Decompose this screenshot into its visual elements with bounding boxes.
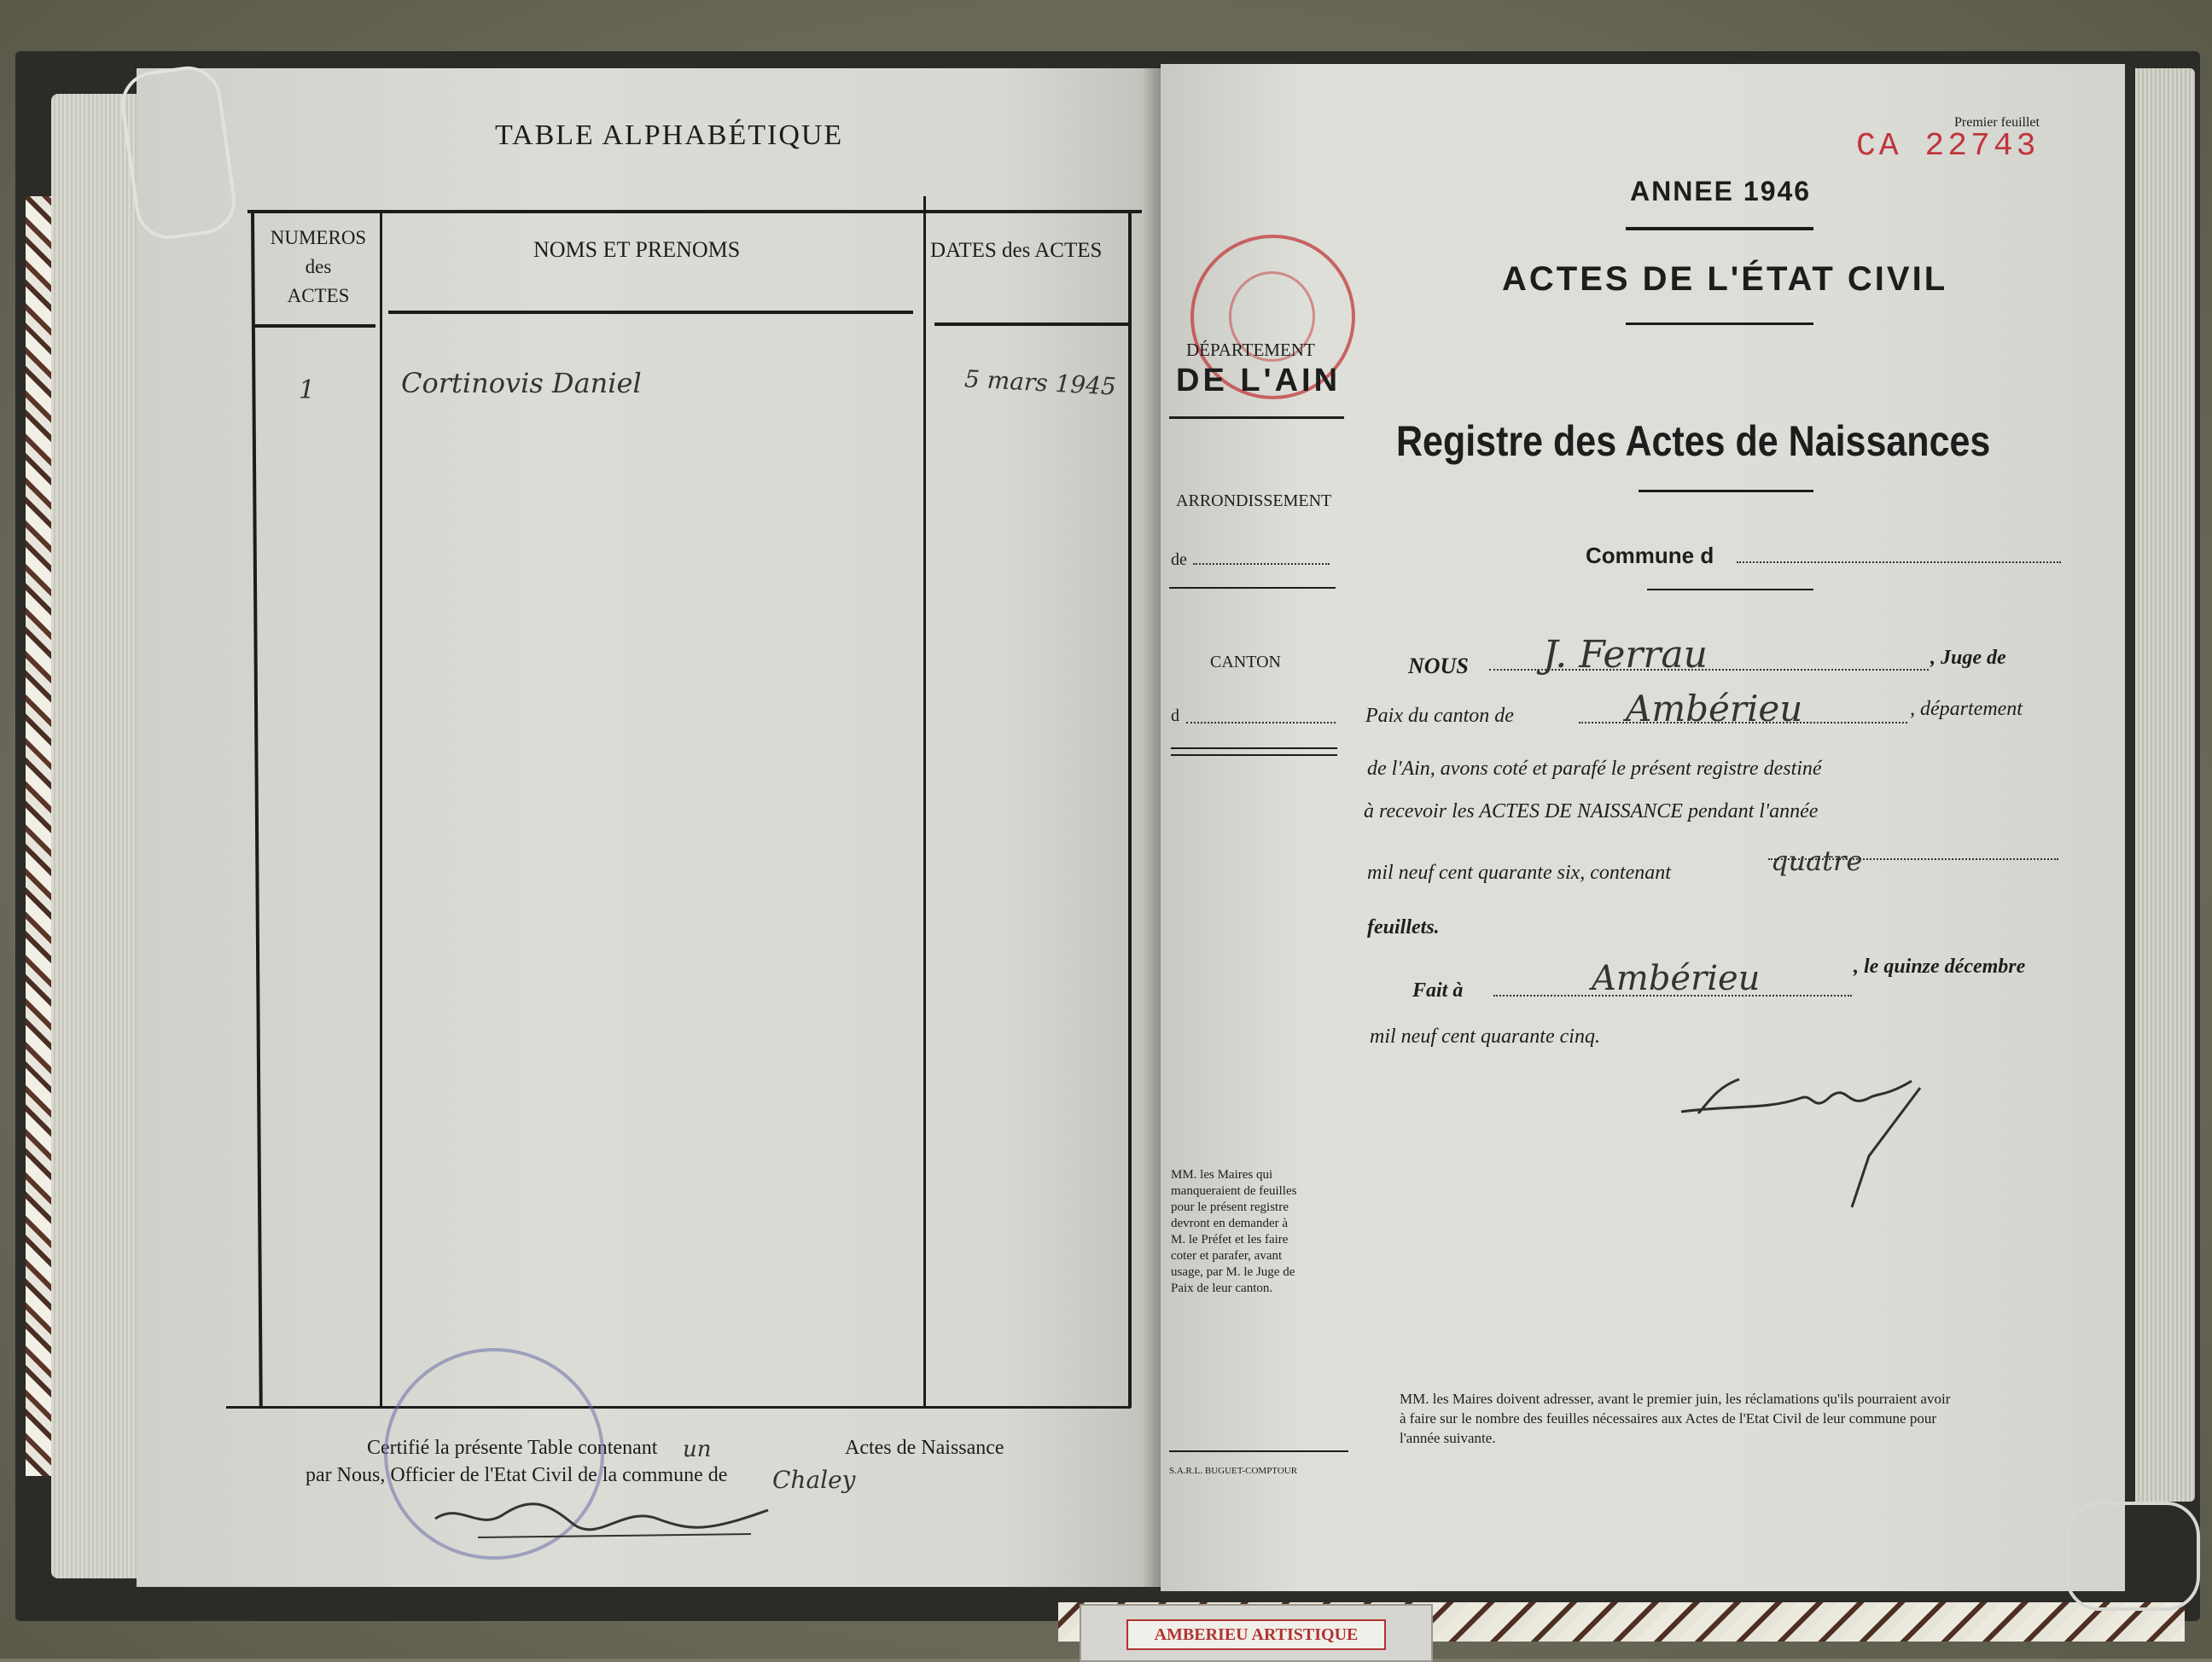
register-title: Registre des Actes de Naissances bbox=[1396, 417, 1991, 465]
juge-name: J. Ferrau bbox=[1543, 633, 1708, 677]
date-text: , le quinze décembre bbox=[1854, 956, 2026, 978]
premier-feuillet-note: Premier feuillet bbox=[1954, 115, 2040, 130]
printer-imprint: S.A.R.L. BUGUET-COMPTOUR bbox=[1169, 1466, 1298, 1476]
binding-tag-label: AMBERIEU ARTISTIQUE bbox=[1126, 1619, 1386, 1650]
year-underline bbox=[1626, 227, 1813, 230]
year-heading: ANNEE 1946 bbox=[1630, 176, 1812, 206]
col-numeros-header-line: des bbox=[305, 256, 332, 277]
table-title: TABLE ALPHABÉTIQUE bbox=[495, 119, 844, 151]
departement-label: DÉPARTEMENT bbox=[1186, 340, 1315, 360]
fait-a-label: Fait à bbox=[1412, 979, 1464, 1002]
col-dates-header: DATES des ACTES bbox=[930, 239, 1103, 262]
header-underline-1 bbox=[254, 324, 375, 328]
col-numeros-header bbox=[263, 224, 374, 311]
etat-civil-heading: ACTES DE L'ÉTAT CIVIL bbox=[1502, 260, 1948, 298]
feuillets-count: quatre bbox=[1771, 845, 1863, 877]
body-line-4: à recevoir les ACTES DE NAISSANCE pendant l'année bbox=[1364, 800, 1819, 822]
side-note-line: coter et parafer, avant bbox=[1171, 1249, 1283, 1263]
canton-name: Ambérieu bbox=[1626, 688, 1803, 729]
fait-a-place: Ambérieu bbox=[1592, 959, 1761, 998]
bottom-note-line: MM. les Maires doivent adresser, avant le premier juin, les réclamations qu'ils pourraient avoir bbox=[1400, 1391, 1951, 1407]
title-underline bbox=[1639, 490, 1813, 492]
row-1-number: 1 bbox=[299, 375, 316, 405]
body-line-5: mil neuf cent quarante six, contenant bbox=[1367, 862, 1671, 884]
departement-text: , département bbox=[1910, 698, 2023, 720]
page-clip-bottom bbox=[2065, 1502, 2200, 1611]
canton-underline-1 bbox=[1171, 747, 1337, 749]
juge-signature bbox=[1664, 1062, 2005, 1216]
certify-text: Certifié la présente Table contenant bbox=[367, 1437, 658, 1459]
departement-name: DE L'AIN bbox=[1176, 363, 1342, 398]
year-text: mil neuf cent quarante cinq. bbox=[1370, 1026, 1600, 1048]
side-note-line: manqueraient de feuilles bbox=[1171, 1184, 1297, 1198]
header-underline-3 bbox=[934, 323, 1129, 326]
commune-field bbox=[1737, 561, 2061, 563]
certify-actes: Actes de Naissance bbox=[845, 1437, 1004, 1459]
serial-number: CA 22743 bbox=[1856, 128, 2040, 165]
heading-underline bbox=[1626, 323, 1813, 325]
side-note-line: usage, par M. le Juge de bbox=[1171, 1265, 1295, 1279]
page-block-right bbox=[2135, 68, 2195, 1502]
nous-label: NOUS bbox=[1408, 654, 1469, 678]
paix-text: Paix du canton de bbox=[1365, 705, 1514, 727]
arrondissement-underline bbox=[1169, 587, 1336, 589]
body-line-3: de l'Ain, avons coté et parafé le présent registre destiné bbox=[1367, 758, 1822, 780]
table-col-divider-2 bbox=[923, 196, 926, 1408]
row-1-date: 5 mars 1945 bbox=[963, 364, 1117, 401]
canton-label: CANTON bbox=[1210, 653, 1281, 671]
feuillets-word: feuillets. bbox=[1367, 916, 1440, 939]
juge-de-text: , Juge de bbox=[1930, 647, 2006, 669]
table-bottom-border bbox=[226, 1406, 1131, 1409]
arrondissement-prefix: de bbox=[1171, 550, 1187, 569]
col-numeros-header-line: NUMEROS bbox=[270, 227, 367, 248]
commune-label: Commune d bbox=[1586, 543, 1714, 568]
side-note-line: devront en demander à bbox=[1171, 1217, 1289, 1230]
commune-underline bbox=[1647, 589, 1813, 590]
departement-underline bbox=[1169, 416, 1344, 419]
certify-count: un bbox=[683, 1437, 712, 1462]
arrondissement-label: ARRONDISSEMENT bbox=[1176, 491, 1332, 510]
canton-prefix: d bbox=[1171, 706, 1179, 725]
side-note-line: M. le Préfet et les faire bbox=[1171, 1233, 1289, 1246]
maires-bottom-note bbox=[1400, 1389, 1950, 1448]
side-note-line: Paix de leur canton. bbox=[1171, 1281, 1273, 1295]
arrondissement-field bbox=[1193, 563, 1330, 565]
row-1-name: Cortinovis Daniel bbox=[401, 367, 642, 399]
bottom-note-line: à faire sur le nombre des feuilles nécessaires aux Actes de l'Etat Civil de leur commune pour bbox=[1400, 1410, 1937, 1427]
canton-field bbox=[1186, 722, 1336, 723]
maires-side-note bbox=[1171, 1167, 1296, 1297]
header-underline-2 bbox=[388, 311, 913, 314]
canton-underline-2 bbox=[1171, 754, 1337, 756]
col-numeros-header-line: ACTES bbox=[287, 285, 350, 306]
bottom-note-line: l'année suivante. bbox=[1400, 1430, 1496, 1446]
mayor-signature bbox=[427, 1485, 785, 1553]
table-col-divider-1 bbox=[380, 213, 382, 1408]
side-note-line: pour le présent registre bbox=[1171, 1200, 1289, 1214]
certify-officer: par Nous, Officier de l'Etat Civil de la commune de bbox=[306, 1464, 728, 1486]
printer-rule bbox=[1169, 1450, 1348, 1452]
table-right-border bbox=[1128, 213, 1132, 1408]
side-note-line: MM. les Maires qui bbox=[1171, 1168, 1273, 1182]
col-noms-header: NOMS ET PRENOMS bbox=[533, 237, 741, 262]
certify-commune: Chaley bbox=[772, 1466, 856, 1494]
